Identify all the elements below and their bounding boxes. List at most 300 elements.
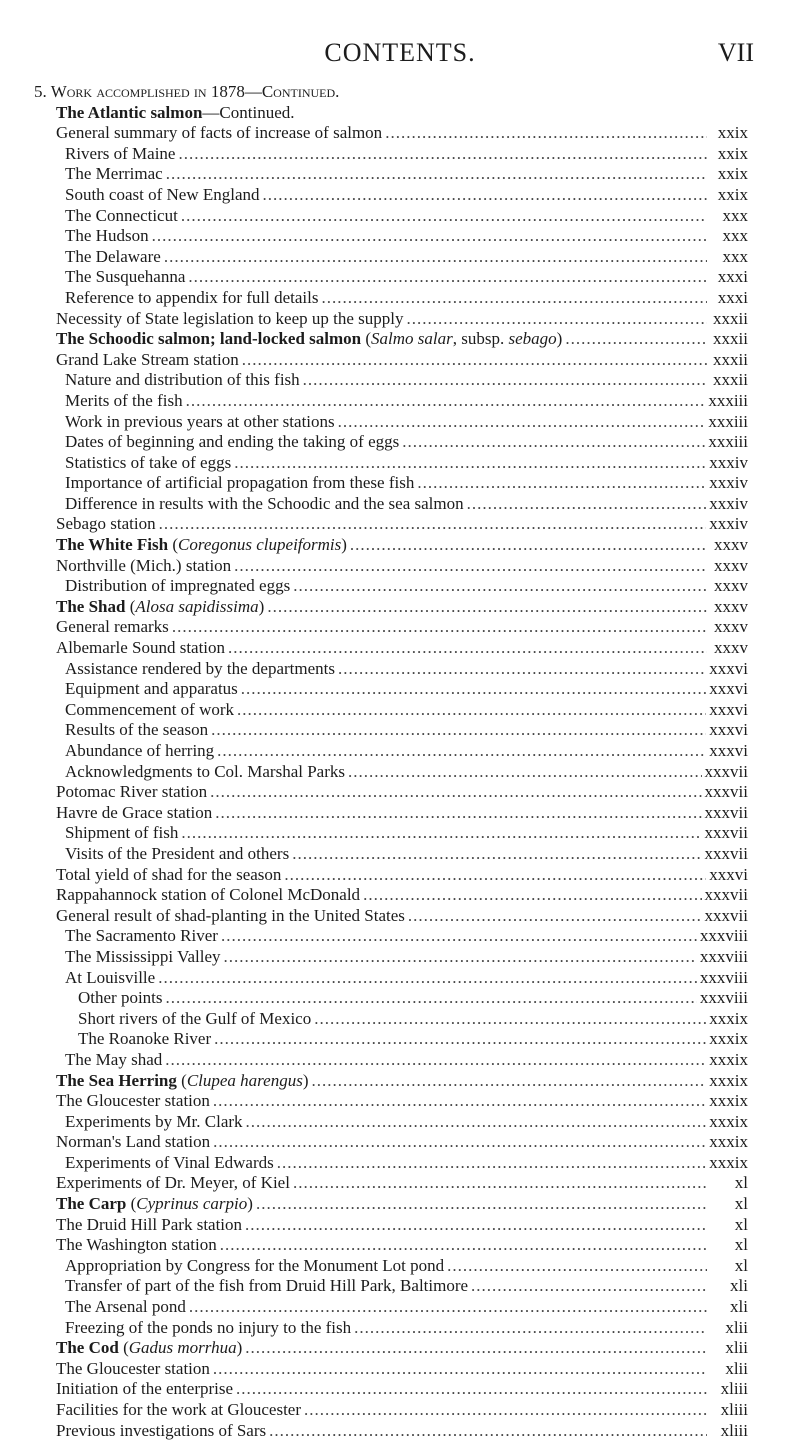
toc-entry-text bbox=[65, 762, 345, 783]
toc-entry-text-part: Grand Lake Stream station bbox=[56, 349, 239, 369]
toc-entry-page: xxx bbox=[722, 226, 748, 246]
toc-entry bbox=[0, 412, 800, 433]
toc-entry bbox=[0, 597, 800, 618]
toc-entry-text-part: The Schoodic salmon; land-locked salmon bbox=[56, 329, 362, 349]
toc-entry-text bbox=[65, 1256, 444, 1277]
toc-entry-page: xxxv bbox=[714, 555, 748, 575]
toc-entry-page: xxxii bbox=[713, 349, 748, 369]
toc-entry bbox=[0, 1256, 800, 1277]
toc-entry-page: xxx bbox=[722, 246, 748, 266]
toc-entry-page: xxxiii bbox=[708, 432, 748, 452]
toc-entry-text-part: Experiments by Mr. Clark bbox=[65, 1111, 243, 1131]
toc-entry-page: xxxv bbox=[714, 576, 748, 596]
dot-leader bbox=[214, 1029, 706, 1050]
toc-entry-page: xxxvii bbox=[704, 782, 748, 802]
dot-leader bbox=[211, 720, 706, 741]
toc-entry-text-part: Alosa sapidissima bbox=[135, 596, 259, 616]
toc-entry bbox=[0, 556, 800, 577]
toc-entry-text bbox=[56, 1235, 217, 1256]
dot-leader bbox=[217, 741, 706, 762]
toc-entry-page: xxxix bbox=[709, 1049, 748, 1069]
toc-entry-page: xxxviii bbox=[699, 926, 748, 946]
toc-entry-page: xliii bbox=[720, 1379, 748, 1399]
toc-entry-text-part: Previous investigations of Sars bbox=[56, 1420, 267, 1440]
toc-entry-text-part: ) bbox=[258, 596, 265, 616]
toc-entry-text-part: The Arsenal pond bbox=[65, 1297, 186, 1317]
toc-entry-page: xxxii bbox=[713, 329, 748, 349]
toc-entry-text-part: Cyprinus carpio bbox=[136, 1194, 248, 1214]
toc-entry-text bbox=[56, 1215, 242, 1236]
toc-entry bbox=[0, 82, 800, 103]
dot-leader bbox=[220, 1235, 707, 1256]
toc-entry-text bbox=[56, 597, 264, 618]
dot-leader bbox=[234, 556, 707, 577]
toc-entry-text bbox=[65, 226, 149, 247]
toc-entry-text-part: The Shad bbox=[56, 596, 126, 616]
toc-entry-text bbox=[56, 309, 404, 330]
toc-entry-text-part: Necessity of State legislation to keep up the supply bbox=[56, 308, 404, 328]
toc-entry-page: xxxvii bbox=[704, 905, 748, 925]
toc-entry bbox=[0, 1071, 800, 1092]
toc-entry-page: xxxvii bbox=[704, 885, 748, 905]
dot-leader bbox=[188, 267, 707, 288]
toc-entry-page: xxxii bbox=[713, 370, 748, 390]
toc-entry-text bbox=[65, 1297, 186, 1318]
toc-entry-page: xxxiv bbox=[709, 473, 748, 493]
dot-leader bbox=[338, 412, 706, 433]
toc-entry bbox=[0, 206, 800, 227]
toc-entry-text bbox=[65, 968, 155, 989]
toc-entry-text-part: Dates of beginning and ending the taking of eggs bbox=[65, 432, 400, 452]
toc-entry-text bbox=[65, 1112, 243, 1133]
toc-entry-text bbox=[56, 1400, 301, 1421]
dot-leader bbox=[186, 391, 706, 412]
toc-entry bbox=[0, 123, 800, 144]
toc-entry-text bbox=[65, 1153, 274, 1174]
toc-entry-text-part: Work in previous years at other stations bbox=[65, 411, 335, 431]
dot-leader bbox=[189, 1297, 707, 1318]
toc-entry bbox=[0, 453, 800, 474]
toc-entry-text bbox=[65, 659, 335, 680]
toc-entry-text-part: General result of shad-planting in the United States bbox=[56, 905, 405, 925]
dot-leader bbox=[277, 1153, 707, 1174]
toc-entry bbox=[0, 1153, 800, 1174]
dot-leader bbox=[236, 1379, 707, 1400]
toc-entry-text-part: 5. Work accomplished in 1878—Continued. bbox=[34, 82, 340, 101]
toc-entry bbox=[0, 514, 800, 535]
toc-entry bbox=[0, 1297, 800, 1318]
dot-leader bbox=[158, 968, 697, 989]
toc-entry-text bbox=[65, 1276, 468, 1297]
toc-entry-text-part: sebago bbox=[508, 329, 557, 349]
toc-entry bbox=[0, 1009, 800, 1030]
toc-entry-text bbox=[56, 865, 281, 886]
toc-entry-page: xxxvii bbox=[704, 802, 748, 822]
toc-entry-page: xxix bbox=[717, 123, 748, 143]
toc-entry bbox=[0, 185, 800, 206]
toc-entry bbox=[0, 432, 800, 453]
toc-entry-text-part: Difference in results with the Schoodic and the sea salmon bbox=[65, 493, 464, 513]
toc-entry-text bbox=[56, 638, 225, 659]
toc-entry-text-part: The Gloucester station bbox=[56, 1358, 210, 1378]
dot-leader bbox=[165, 1050, 706, 1071]
toc-entry-text bbox=[65, 926, 218, 947]
toc-entry-page: xxxviii bbox=[699, 988, 748, 1008]
toc-entry bbox=[0, 885, 800, 906]
toc-entry-text bbox=[56, 1071, 309, 1092]
toc-entry bbox=[0, 370, 800, 391]
toc-entry-text-part: Assistance rendered by the departments bbox=[65, 658, 336, 678]
toc-entry bbox=[0, 1235, 800, 1256]
toc-entry-text bbox=[78, 1009, 311, 1030]
dot-leader bbox=[417, 473, 706, 494]
toc-entry-page: xl bbox=[734, 1255, 748, 1275]
toc-entry-text-part: Appropriation by Congress for the Monument Lot pond bbox=[65, 1255, 445, 1275]
toc-entry bbox=[0, 762, 800, 783]
toc-entry-page: xxxiii bbox=[708, 411, 748, 431]
page-header bbox=[0, 38, 800, 68]
toc-entry-page: xxxv bbox=[714, 596, 748, 616]
toc-entry-text bbox=[56, 329, 562, 350]
toc-entry-text-part: The Druid Hill Park station bbox=[56, 1214, 243, 1234]
toc-entry-text-part: General remarks bbox=[56, 617, 169, 637]
toc-entry-text bbox=[65, 1050, 162, 1071]
toc-entry-text-part: Distribution of impregnated eggs bbox=[65, 576, 291, 596]
toc-entry-text-part: ( bbox=[118, 1338, 129, 1358]
toc-entry bbox=[0, 700, 800, 721]
dot-leader bbox=[269, 1421, 707, 1441]
toc-entry-page: xxxix bbox=[709, 1091, 748, 1111]
toc-entry-text-part: Clupea harengus bbox=[186, 1070, 303, 1090]
toc-entry bbox=[0, 267, 800, 288]
toc-entry-text-part: The Cod bbox=[56, 1338, 119, 1358]
toc-entry bbox=[0, 103, 800, 124]
dot-leader bbox=[245, 1215, 707, 1236]
toc-entry-text bbox=[65, 1318, 351, 1339]
toc-entry bbox=[0, 226, 800, 247]
dot-leader bbox=[213, 1359, 707, 1380]
toc-entry bbox=[0, 947, 800, 968]
toc-entry-page: xxxv bbox=[714, 638, 748, 658]
toc-entry-text-part: , subsp. bbox=[452, 329, 509, 349]
toc-entry bbox=[0, 1276, 800, 1297]
dot-leader bbox=[447, 1256, 707, 1277]
toc-entry-page: xxxix bbox=[709, 1008, 748, 1028]
dot-leader bbox=[402, 432, 705, 453]
toc-entry-text-part: The Roanoke River bbox=[78, 1029, 212, 1049]
toc-entry-text bbox=[65, 432, 399, 453]
dot-leader bbox=[293, 1173, 707, 1194]
toc-entry-text bbox=[65, 391, 183, 412]
toc-entry-text-part: Rappahannock station of Colonel McDonald bbox=[56, 885, 361, 905]
toc-entry-text-part: Results of the season bbox=[65, 720, 209, 740]
toc-entry bbox=[0, 1318, 800, 1339]
toc-entry-text bbox=[65, 823, 178, 844]
toc-entry-page: xxix bbox=[717, 164, 748, 184]
toc-entry bbox=[0, 1400, 800, 1421]
toc-entry-page: xxxix bbox=[709, 1070, 748, 1090]
dot-leader bbox=[221, 926, 697, 947]
toc-entry bbox=[0, 659, 800, 680]
toc-entry-text-part: ( bbox=[125, 596, 136, 616]
toc-entry-text-part: ) bbox=[236, 1338, 243, 1358]
dot-leader bbox=[408, 906, 702, 927]
toc-entry-text-part: The Delaware bbox=[65, 246, 161, 266]
toc-entry bbox=[0, 679, 800, 700]
dot-leader bbox=[246, 1112, 707, 1133]
toc-entry-text bbox=[65, 720, 208, 741]
toc-entry-text-part: Facilities for the work at Gloucester bbox=[56, 1400, 302, 1419]
toc-entry-text-part: Norman's Land station bbox=[56, 1132, 211, 1152]
toc-entry-text-part: Experiments of Vinal Edwards bbox=[65, 1152, 274, 1172]
toc-entry-text-part: ) bbox=[556, 329, 563, 349]
dot-leader bbox=[213, 1091, 706, 1112]
toc-entry bbox=[0, 865, 800, 886]
toc-entry-page: xxxvii bbox=[704, 761, 748, 781]
toc-entry-text-part: Total yield of shad for the season bbox=[56, 864, 282, 884]
toc-entry-text-part: Short rivers of the Gulf of Mexico bbox=[78, 1008, 312, 1028]
dot-leader bbox=[181, 206, 707, 227]
toc-entry-text bbox=[56, 1421, 266, 1441]
dot-leader bbox=[338, 659, 706, 680]
toc-entry-text-part: ( bbox=[126, 1194, 137, 1214]
toc-entry-text-part: Importance of artificial propagation from these fish bbox=[65, 473, 415, 493]
dot-leader bbox=[181, 823, 701, 844]
toc-entry bbox=[0, 1359, 800, 1380]
toc-entry-page: xxxii bbox=[713, 308, 748, 328]
toc-entry bbox=[0, 926, 800, 947]
toc-entry-text bbox=[65, 494, 464, 515]
dot-leader bbox=[312, 1071, 707, 1092]
toc-entry bbox=[0, 309, 800, 330]
toc-entry-text-part: South coast of New England bbox=[65, 184, 260, 204]
dot-leader bbox=[228, 638, 707, 659]
toc-entry-text-part: Coregonus clupeiformis bbox=[178, 535, 342, 555]
toc-entry bbox=[0, 329, 800, 350]
toc-entry-page: xliii bbox=[720, 1400, 748, 1419]
dot-leader bbox=[284, 865, 706, 886]
toc-entry-text bbox=[56, 1379, 233, 1400]
dot-leader bbox=[245, 1338, 707, 1359]
toc-entry bbox=[0, 968, 800, 989]
toc-entry-text bbox=[56, 617, 169, 638]
toc-entry-page: xxxvi bbox=[709, 699, 748, 719]
toc-entry-text-part: The Mississippi Valley bbox=[65, 946, 221, 966]
toc-entry-text-part: Rivers of Maine bbox=[65, 143, 176, 163]
toc-entry-text bbox=[56, 906, 405, 927]
dot-leader bbox=[263, 185, 707, 206]
toc-entry-text bbox=[65, 741, 214, 762]
toc-entry-text-part: ( bbox=[176, 1070, 187, 1090]
toc-entry-text bbox=[56, 1173, 290, 1194]
toc-entry-page: xxxv bbox=[714, 617, 748, 637]
toc-entry-text-part: The Atlantic salmon bbox=[56, 102, 203, 122]
dot-leader bbox=[467, 494, 707, 515]
toc-entry bbox=[0, 803, 800, 824]
toc-entry bbox=[0, 1029, 800, 1050]
toc-entry-page: xxix bbox=[717, 143, 748, 163]
table-of-contents bbox=[0, 82, 800, 1441]
toc-entry bbox=[0, 1112, 800, 1133]
dot-leader bbox=[213, 1132, 706, 1153]
toc-entry-text-part: At Louisville bbox=[65, 967, 156, 987]
toc-entry-text-part: Reference to appendix for full details bbox=[65, 287, 319, 307]
toc-entry-text bbox=[56, 782, 207, 803]
toc-entry-text-part: ) bbox=[247, 1194, 253, 1214]
toc-entry-page: xxxvii bbox=[704, 823, 748, 843]
toc-entry-text bbox=[56, 1194, 253, 1215]
toc-entry-text bbox=[65, 700, 234, 721]
toc-entry-text bbox=[56, 556, 231, 577]
dot-leader bbox=[178, 144, 707, 165]
toc-entry-text-part: The Sacramento River bbox=[65, 926, 218, 946]
toc-entry-text-part: Transfer of part of the fish from Druid Hill Park, Baltimore bbox=[65, 1276, 469, 1296]
toc-entry-text-part: ) bbox=[302, 1070, 309, 1090]
dot-leader bbox=[234, 453, 706, 474]
toc-entry-text bbox=[65, 247, 161, 268]
toc-entry-text-part: The Sea Herring bbox=[56, 1070, 177, 1090]
toc-entry-text bbox=[56, 123, 382, 144]
toc-entry-text bbox=[65, 844, 289, 865]
toc-entry bbox=[0, 1338, 800, 1359]
dot-leader bbox=[303, 370, 707, 391]
toc-entry-text bbox=[56, 103, 295, 124]
toc-entry bbox=[0, 164, 800, 185]
dot-leader bbox=[210, 782, 701, 803]
toc-entry-page: xxxvi bbox=[709, 864, 748, 884]
toc-entry-text bbox=[78, 988, 163, 1009]
toc-entry-text bbox=[65, 576, 290, 597]
toc-entry-text bbox=[78, 1029, 211, 1050]
toc-entry-page: xlii bbox=[725, 1358, 748, 1378]
toc-entry bbox=[0, 1194, 800, 1215]
toc-entry-text-part: Visits of the President and others bbox=[65, 843, 290, 863]
dot-leader bbox=[166, 164, 707, 185]
toc-entry-text-part: Havre de Grace station bbox=[56, 802, 213, 822]
toc-entry bbox=[0, 350, 800, 371]
toc-entry-text-part: Commencement of work bbox=[65, 699, 235, 719]
toc-entry bbox=[0, 1173, 800, 1194]
toc-entry-page: xl bbox=[734, 1173, 748, 1193]
toc-entry-page: xxxvi bbox=[709, 679, 748, 699]
dot-leader bbox=[242, 350, 707, 371]
toc-entry bbox=[0, 782, 800, 803]
toc-entry-text-part: The White Fish bbox=[56, 535, 169, 555]
toc-entry-text bbox=[65, 473, 414, 494]
toc-entry-text bbox=[65, 185, 260, 206]
toc-entry-text-part: General summary of facts of increase of salmon bbox=[56, 123, 383, 143]
toc-entry-text-part: The May shad bbox=[65, 1049, 163, 1069]
toc-entry-text-part: The Merrimac bbox=[65, 164, 163, 184]
toc-entry-page: xxxv bbox=[714, 535, 748, 555]
toc-entry bbox=[0, 1421, 800, 1441]
toc-entry-text-part: —Continued. bbox=[202, 102, 295, 122]
toc-entry bbox=[0, 1091, 800, 1112]
toc-entry bbox=[0, 1379, 800, 1400]
dot-leader bbox=[363, 885, 701, 906]
toc-entry-text-part: Shipment of fish bbox=[65, 823, 179, 843]
toc-entry-text bbox=[65, 144, 175, 165]
toc-entry-text bbox=[56, 1338, 242, 1359]
toc-entry-text-part: The Susquehanna bbox=[65, 267, 186, 287]
toc-entry-page: xxxvi bbox=[709, 741, 748, 760]
dot-leader bbox=[237, 700, 706, 721]
page-number: VII bbox=[717, 38, 754, 67]
toc-entry bbox=[0, 741, 800, 762]
toc-entry-page: xxxi bbox=[717, 267, 748, 287]
toc-entry bbox=[0, 576, 800, 597]
toc-entry-page: xli bbox=[730, 1297, 748, 1317]
toc-entry-text bbox=[34, 82, 339, 103]
page-title: CONTENTS. bbox=[324, 38, 476, 67]
toc-entry bbox=[0, 823, 800, 844]
toc-entry-page: xxx bbox=[722, 205, 748, 225]
toc-entry-page: xxxiv bbox=[709, 514, 748, 534]
toc-entry-text bbox=[56, 350, 239, 371]
dot-leader bbox=[172, 617, 707, 638]
toc-entry-text bbox=[56, 1359, 210, 1380]
toc-entry-text-part: Gadus morrhua bbox=[128, 1338, 237, 1358]
toc-entry-page: xxxix bbox=[709, 1132, 748, 1152]
toc-entry-text-part: Potomac River station bbox=[56, 782, 208, 802]
toc-entry-page: xl bbox=[734, 1235, 748, 1255]
toc-entry-page: xxxi bbox=[717, 287, 748, 307]
toc-entry bbox=[0, 638, 800, 659]
toc-entry-text-part: Albemarle Sound station bbox=[56, 638, 226, 658]
toc-entry-text bbox=[56, 535, 347, 556]
toc-entry-text-part: The Carp bbox=[56, 1194, 127, 1214]
toc-entry-text bbox=[65, 679, 238, 700]
toc-entry bbox=[0, 617, 800, 638]
toc-entry-text bbox=[56, 803, 212, 824]
dot-leader bbox=[385, 123, 707, 144]
toc-entry bbox=[0, 1132, 800, 1153]
toc-entry-text-part: The Gloucester station bbox=[56, 1091, 210, 1111]
toc-entry-text-part: Other points bbox=[78, 988, 163, 1008]
toc-entry bbox=[0, 473, 800, 494]
toc-entry bbox=[0, 391, 800, 412]
dot-leader bbox=[166, 988, 697, 1009]
toc-entry-text bbox=[56, 514, 156, 535]
toc-entry-page: xxxviii bbox=[699, 946, 748, 966]
toc-entry-text-part: ) bbox=[341, 535, 347, 555]
toc-entry-page: xl bbox=[734, 1214, 748, 1234]
dot-leader bbox=[348, 762, 702, 783]
toc-entry-text bbox=[65, 164, 163, 185]
dot-leader bbox=[321, 288, 707, 309]
toc-entry-text-part: Northville (Mich.) station bbox=[56, 555, 232, 575]
toc-entry-text-part: Statistics of take of eggs bbox=[65, 452, 232, 472]
dot-leader bbox=[471, 1276, 707, 1297]
dot-leader bbox=[241, 679, 706, 700]
toc-entry bbox=[0, 988, 800, 1009]
toc-entry-page: xlii bbox=[725, 1338, 748, 1358]
dot-leader bbox=[164, 247, 707, 268]
toc-entry-text-part: Initiation of the enterprise bbox=[56, 1379, 234, 1399]
toc-entry bbox=[0, 720, 800, 741]
toc-entry-text-part: The Hudson bbox=[65, 226, 149, 246]
toc-entry-text-part: ( bbox=[168, 535, 179, 555]
dot-leader bbox=[350, 535, 707, 556]
toc-entry-page: xxxix bbox=[709, 1029, 748, 1049]
toc-entry bbox=[0, 1215, 800, 1236]
toc-entry-text-part: Nature and distribution of this fish bbox=[65, 370, 300, 390]
toc-entry-text-part: Equipment and apparatus bbox=[65, 679, 238, 699]
toc-entry bbox=[0, 844, 800, 865]
toc-entry-text bbox=[65, 370, 300, 391]
toc-entry bbox=[0, 247, 800, 268]
dot-leader bbox=[407, 309, 708, 330]
